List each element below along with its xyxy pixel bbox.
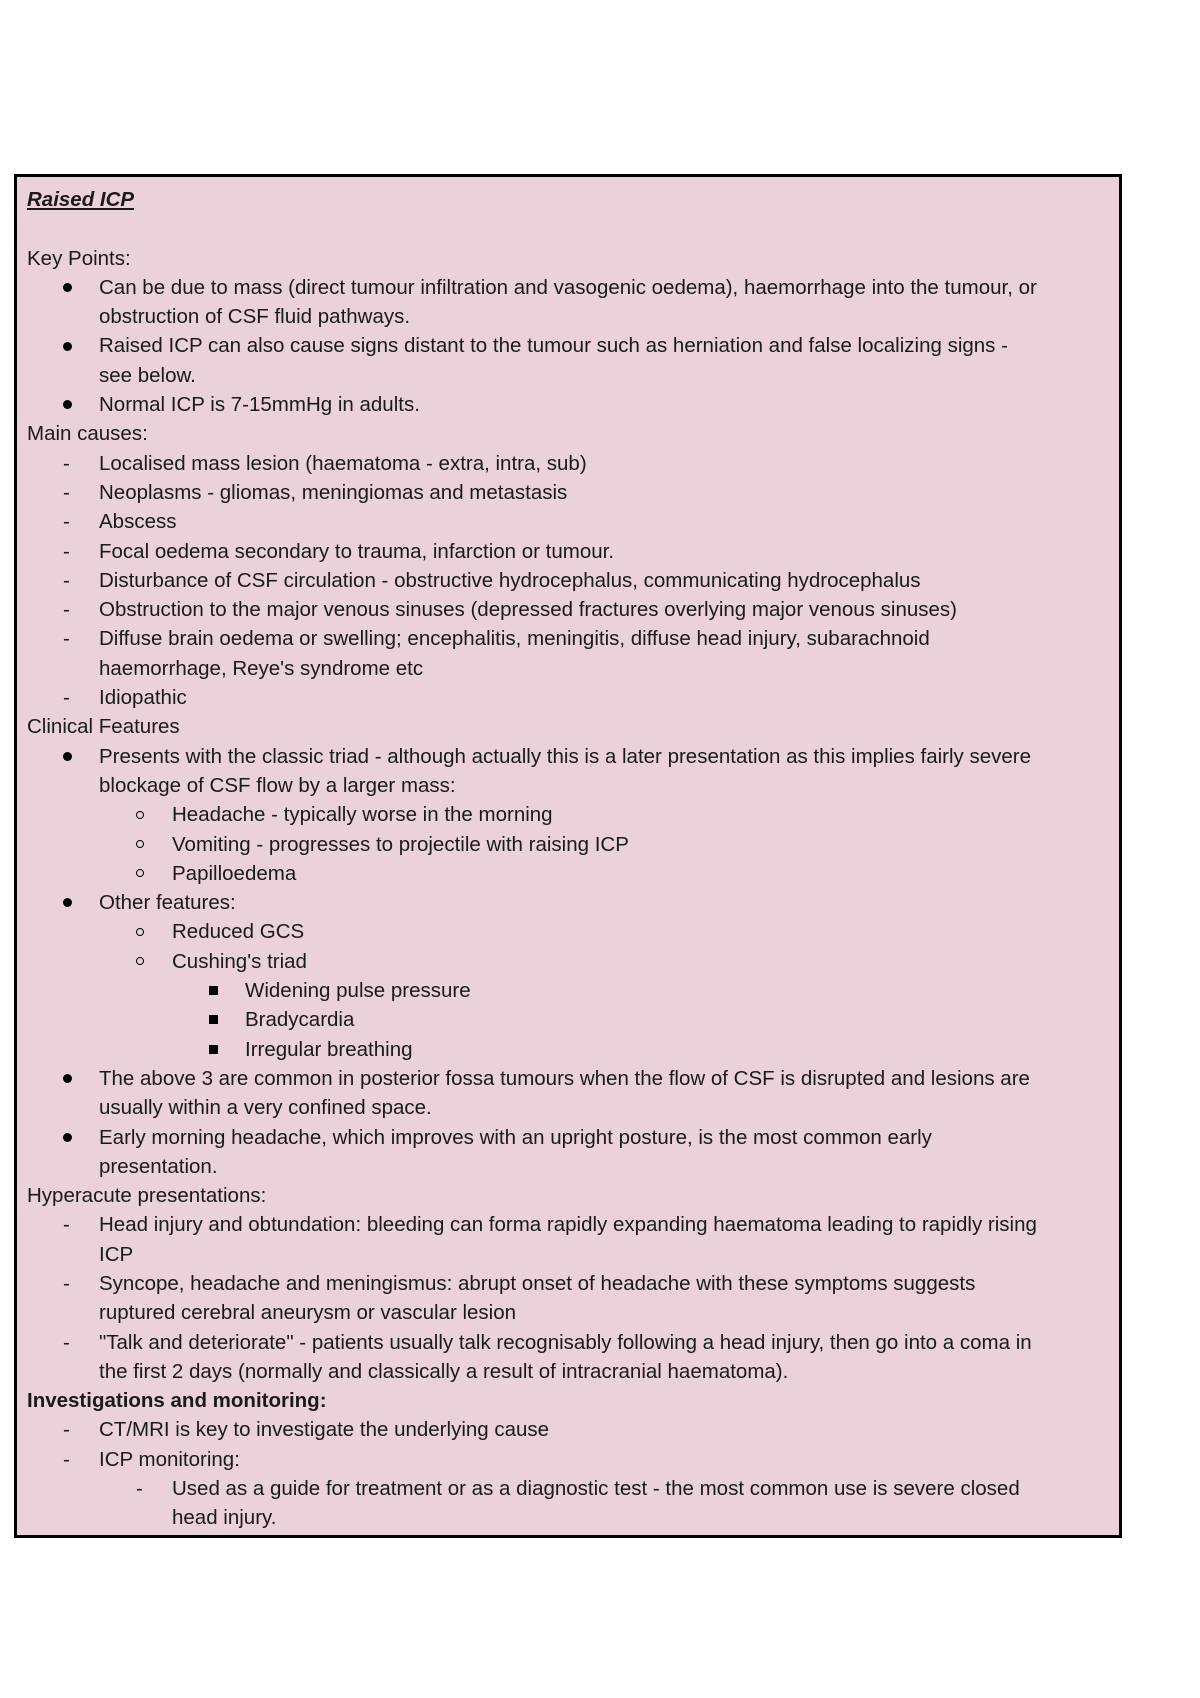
text-line [27, 1123, 1109, 1152]
text-line [27, 1240, 1109, 1269]
line-text: usually within a very confined space. [99, 1096, 432, 1120]
line-text: Used as a guide for treatment or as a diagnostic test - the most common use is severe closed [172, 1477, 1020, 1501]
line-text: Irregular breathing [245, 1037, 413, 1061]
text-line [27, 1328, 1109, 1357]
text-line [27, 624, 1109, 653]
line-text: Localised mass lesion (haematoma - extra, intra, sub) [99, 451, 587, 475]
text-line [27, 947, 1109, 976]
line-text: see below. [99, 363, 196, 387]
bullet-circle-icon [136, 800, 144, 829]
line-text: Idiopathic [99, 686, 187, 710]
line-text: Syncope, headache and meningismus: abrupt onset of headache with these symptoms suggests [99, 1271, 976, 1295]
text-line [27, 800, 1109, 829]
text-line [27, 1474, 1109, 1503]
bullet-square-icon [209, 1005, 218, 1034]
line-text: Obstruction to the major venous sinuses (depressed fractures overlying major venous sinuses) [99, 598, 957, 622]
line-text: Clinical Features [27, 715, 180, 739]
text-line [27, 507, 1109, 536]
text-line [27, 1152, 1109, 1181]
bullet-circle-icon [136, 830, 144, 859]
text-line [27, 1005, 1109, 1034]
text-line [27, 917, 1109, 946]
line-text: Widening pulse pressure [245, 979, 471, 1003]
dash-marker: - [63, 1447, 70, 1471]
line-text: ICP monitoring: [99, 1447, 240, 1471]
bullet-square-icon [209, 976, 218, 1005]
text-line [27, 976, 1109, 1005]
text-line [27, 1357, 1109, 1386]
text-line [27, 1445, 1109, 1474]
bullet-dot-icon [63, 390, 72, 419]
line-text: Bradycardia [245, 1008, 355, 1032]
line-text: Head injury and obtundation: bleeding can forma rapidly expanding haematoma leading to rapidly rising [99, 1213, 1037, 1237]
dash-marker: - [63, 1418, 70, 1442]
notes-box [14, 174, 1122, 1538]
section-heading [27, 1386, 1109, 1415]
text-line [27, 273, 1109, 302]
line-text: Headache - typically worse in the morning [172, 803, 553, 827]
text-line [27, 742, 1109, 771]
dash-marker: - [63, 1213, 70, 1237]
bullet-circle-icon [136, 917, 144, 946]
line-text: Papilloedema [172, 861, 297, 885]
line-text: "Talk and deteriorate" - patients usually talk recognisably following a head injury, then go into a coma in [99, 1330, 1032, 1354]
text-line [27, 419, 1109, 448]
dash-marker: - [63, 539, 70, 563]
line-text: Raised ICP can also cause signs distant to the tumour such as herniation and false localizing signs - [99, 334, 1008, 358]
dash-marker: - [63, 510, 70, 534]
line-text: Other features: [99, 891, 236, 915]
text-line [27, 390, 1109, 419]
text-line [27, 1210, 1109, 1239]
bullet-circle-icon [136, 947, 144, 976]
text-line [27, 537, 1109, 566]
line-text: Investigations and monitoring: [27, 1389, 327, 1413]
bullet-circle-icon [136, 859, 144, 888]
line-text: The above 3 are common in posterior fossa tumours when the flow of CSF is disrupted and lesions are [99, 1066, 1030, 1090]
line-text: head injury. [172, 1506, 277, 1530]
bullet-dot-icon [63, 1064, 72, 1093]
bullet-dot-icon [63, 331, 72, 360]
bullet-dot-icon [63, 742, 72, 771]
bullet-square-icon [209, 1035, 218, 1064]
dash-marker: - [63, 480, 70, 504]
line-text: presentation. [99, 1154, 218, 1178]
text-line [27, 331, 1109, 360]
line-text: Raised ICP [27, 188, 135, 211]
text-line [27, 1181, 1109, 1210]
line-text: obstruction of CSF fluid pathways. [99, 305, 411, 329]
text-line [27, 771, 1109, 800]
bullet-dot-icon [63, 273, 72, 302]
line-text: the first 2 days (normally and classically a result of intracranial haematoma). [99, 1359, 789, 1383]
text-line [27, 830, 1109, 859]
dash-marker: - [63, 627, 70, 651]
line-text: ICP [99, 1242, 134, 1266]
text-line [27, 1298, 1109, 1327]
dash-marker: - [63, 568, 70, 592]
line-text: Presents with the classic triad - although actually this is a later presentation as this implies fairly severe [99, 744, 1032, 768]
text-line [27, 361, 1109, 390]
line-text: Diffuse brain oedema or swelling; encephalitis, meningitis, diffuse head injury, subarachnoid [99, 627, 930, 651]
line-text: Neoplasms - gliomas, meningiomas and metastasis [99, 480, 568, 504]
text-line [27, 859, 1109, 888]
line-text: Normal ICP is 7-15mmHg in adults. [99, 393, 420, 417]
dash-marker: - [136, 1477, 143, 1501]
text-line [27, 1415, 1109, 1444]
line-text: Hyperacute presentations: [27, 1184, 267, 1208]
line-text: Key Points: [27, 246, 131, 270]
text-line [27, 566, 1109, 595]
dash-marker: - [63, 451, 70, 475]
line-text: ruptured cerebral aneurysm or vascular lesion [99, 1301, 517, 1325]
line-text: Reduced GCS [172, 920, 305, 944]
line-text: Early morning headache, which improves with an upright posture, is the most common early [99, 1125, 932, 1149]
text-line [27, 478, 1109, 507]
line-text: Main causes: [27, 422, 148, 446]
dash-marker: - [63, 1271, 70, 1295]
line-text: CT/MRI is key to investigate the underlying cause [99, 1418, 550, 1442]
text-line [27, 683, 1109, 712]
text-line [27, 888, 1109, 917]
line-text: haemorrhage, Reye's syndrome etc [99, 656, 424, 680]
line-text: blockage of CSF flow by a larger mass: [99, 773, 456, 797]
bullet-dot-icon [63, 888, 72, 917]
text-line [27, 1269, 1109, 1298]
text-line [27, 449, 1109, 478]
line-text: Vomiting - progresses to projectile with raising ICP [172, 832, 629, 856]
dash-marker: - [63, 686, 70, 710]
text-line [27, 1064, 1109, 1093]
bullet-dot-icon [63, 1123, 72, 1152]
line-text: Can be due to mass (direct tumour infiltration and vasogenic oedema), haemorrhage into the tumour, or [99, 275, 1037, 299]
text-line [27, 1503, 1109, 1532]
line-text: Disturbance of CSF circulation - obstructive hydrocephalus, communicating hydrocephalus [99, 568, 921, 592]
text-line [27, 302, 1109, 331]
text-line [27, 1093, 1109, 1122]
text-line [27, 654, 1109, 683]
text-line [27, 214, 1109, 243]
text-line [27, 712, 1109, 741]
document-title [27, 185, 1109, 214]
text-line [27, 1035, 1109, 1064]
line-text: Cushing's triad [172, 949, 307, 973]
dash-marker: - [63, 1330, 70, 1354]
text-line [27, 595, 1109, 624]
dash-marker: - [63, 598, 70, 622]
text-line [27, 244, 1109, 273]
line-text: Focal oedema secondary to trauma, infarction or tumour. [99, 539, 615, 563]
line-text: Abscess [99, 510, 177, 534]
